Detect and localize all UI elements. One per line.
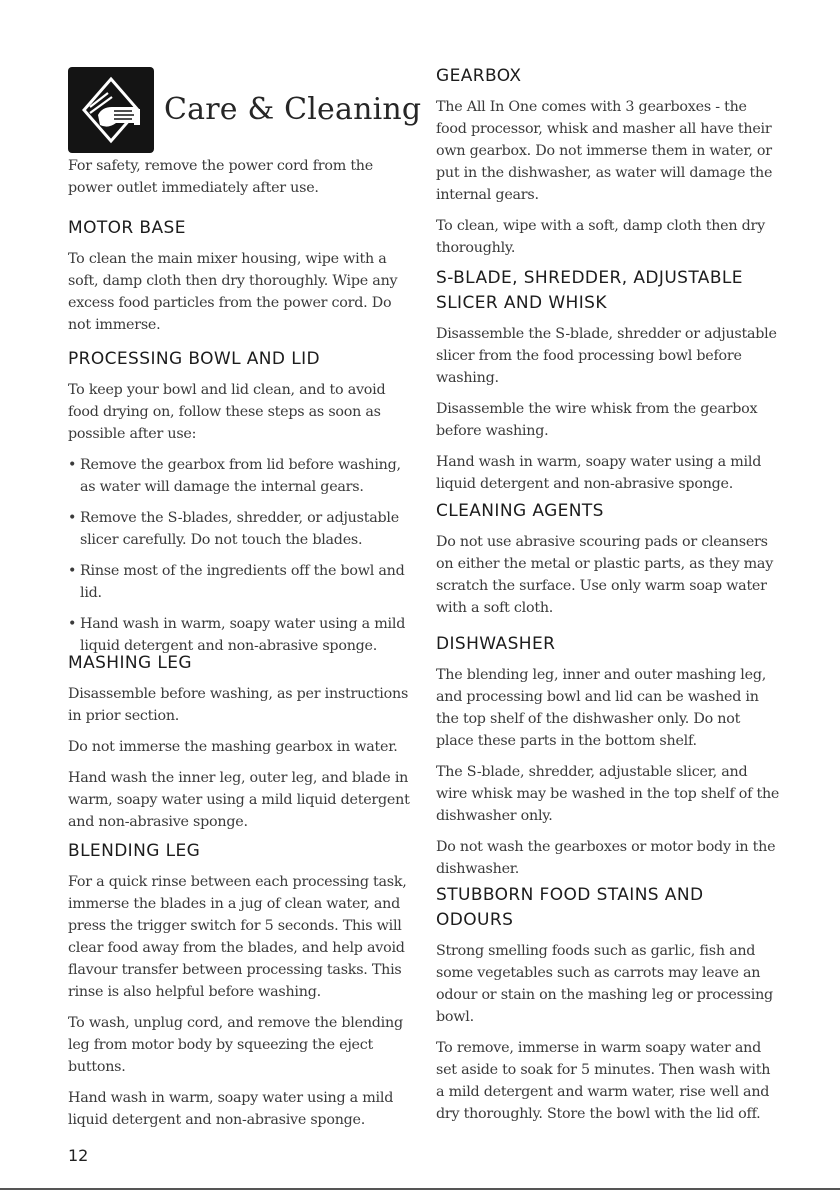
list-item: • Remove the S-blades, shredder, or adjustable slicer carefully. Do not touch the blades. [68, 507, 414, 551]
section-processing-bowl: PROCESSING BOWL AND LID To keep your bowl and lid clean, and to avoid food drying on, follow these steps as soon as possible after use: • Remove the gearbox from lid before washing, as water will damage the internal gears. • Remove the S-blades, shredder, or adjustable slicer carefully. Do not touch the blades. • Rinse most of the ingredients off the bowl and lid. • Hand wash in warm, soapy water using a mild liquid detergent and non-abrasive sponge. [68, 347, 414, 666]
bullet-icon: • [68, 616, 77, 632]
bullet-icon: • [68, 457, 77, 473]
section-dishwasher: DISHWASHER The blending leg, inner and outer mashing leg, and processing bowl and lid can be washed in the top shelf of the dishwasher only. Do not place these parts in the bottom shelf. The S-blade, shredder, adjustable slicer, and wire whisk may be washed in the top shelf of the dishwasher only. Do not wash the gearboxes or motor body in the dishwasher. [436, 634, 780, 877]
section-cleaning-agents: CLEANING AGENTS Do not use abrasive scouring pads or cleansers on either the metal or plastic parts, as they may scratch the surface. Use only warm soap water with a soft cloth. [436, 499, 780, 628]
care-steps-list [68, 454, 414, 657]
list-item: • Hand wash in warm, soapy water using a mild liquid detergent and non-abrasive sponge. [68, 613, 414, 657]
hand-wipe-icon [68, 67, 154, 153]
section-title: MOTOR BASE [68, 218, 186, 238]
section-title: STUBBORN FOOD STAINS AND ODOURS [436, 885, 704, 930]
bullet-icon: • [68, 563, 77, 579]
bullet-icon: • [68, 510, 77, 526]
section-title: GEARBOX [436, 66, 522, 86]
section-title: S-BLADE, SHREDDER, ADJUSTABLE SLICER AND WHISK [436, 268, 743, 313]
list-item: • Rinse most of the ingredients off the bowl and lid. [68, 560, 414, 604]
page-title: Care & Cleaning [164, 92, 422, 127]
section-title: CLEANING AGENTS [436, 501, 604, 521]
section-mashing-leg: MASHING LEG Disassemble before washing, as per instructions in prior section. Do not immerse the mashing gearbox in water. Hand wash the inner leg, outer leg, and blade in warm, soapy water using a mild liquid detergent and non-abrasive sponge. [68, 651, 414, 842]
section-stubborn-stains: STUBBORN FOOD STAINS AND ODOURS Strong smelling foods such as garlic, fish and some vegetables such as carrots may leave an odour or stain on the mashing leg or processing bowl. To remove, immerse in warm soapy water and set aside to soak for 5 minutes. Then wash with a mild detergent and warm water, rise well and dry thoroughly. Store the bowl with the lid off. [436, 883, 780, 1134]
intro-text: For safety, remove the power cord from the power outlet immediately after use. [68, 158, 373, 196]
section-gearbox: GEARBOX The All In One comes with 3 gearboxes - the food processor, whisk and masher all have their own gearbox. Do not immerse them in water, or put in the dishwasher, as water will damage the internal gears. To clean, wipe with a soft, damp cloth then dry thoroughly. [436, 64, 780, 268]
list-item: • Remove the gearbox from lid before washing, as water will damage the internal gears. [68, 454, 414, 498]
section-motor-base: MOTOR BASE To clean the main mixer housing, wipe with a soft, damp cloth then dry thoroughly. Wipe any excess food particles from the power cord. Do not immerse. [68, 216, 414, 345]
page-number: 12 [68, 1146, 89, 1165]
section-title: BLENDING LEG [68, 841, 201, 861]
page-bottom-rule [0, 1188, 840, 1190]
section-title: DISHWASHER [436, 634, 556, 654]
section-blending-leg: BLENDING LEG For a quick rinse between each processing task, immerse the blades in a jug of clean water, and press the trigger switch for 5 seconds. This will clear food away from the blades, and help avoid flavour transfer between processing tasks. This rinse is also helpful before washing. To wash, unplug cord, and remove the blending leg from motor body by squeezing the eject buttons. Hand wash in warm, soapy water using a mild liquid detergent and non-abrasive sponge. [68, 839, 414, 1140]
section-title: MASHING LEG [68, 653, 192, 673]
section-s-blade: S-BLADE, SHREDDER, ADJUSTABLE SLICER AND WHISK Disassemble the S-blade, shredder or adjustable slicer from the food processing bowl before washing. Disassemble the wire whisk from the gearbox before washing. Hand wash in warm, soapy water using a mild liquid detergent and non-abrasive sponge. [436, 266, 780, 504]
section-title: PROCESSING BOWL AND LID [68, 349, 320, 369]
